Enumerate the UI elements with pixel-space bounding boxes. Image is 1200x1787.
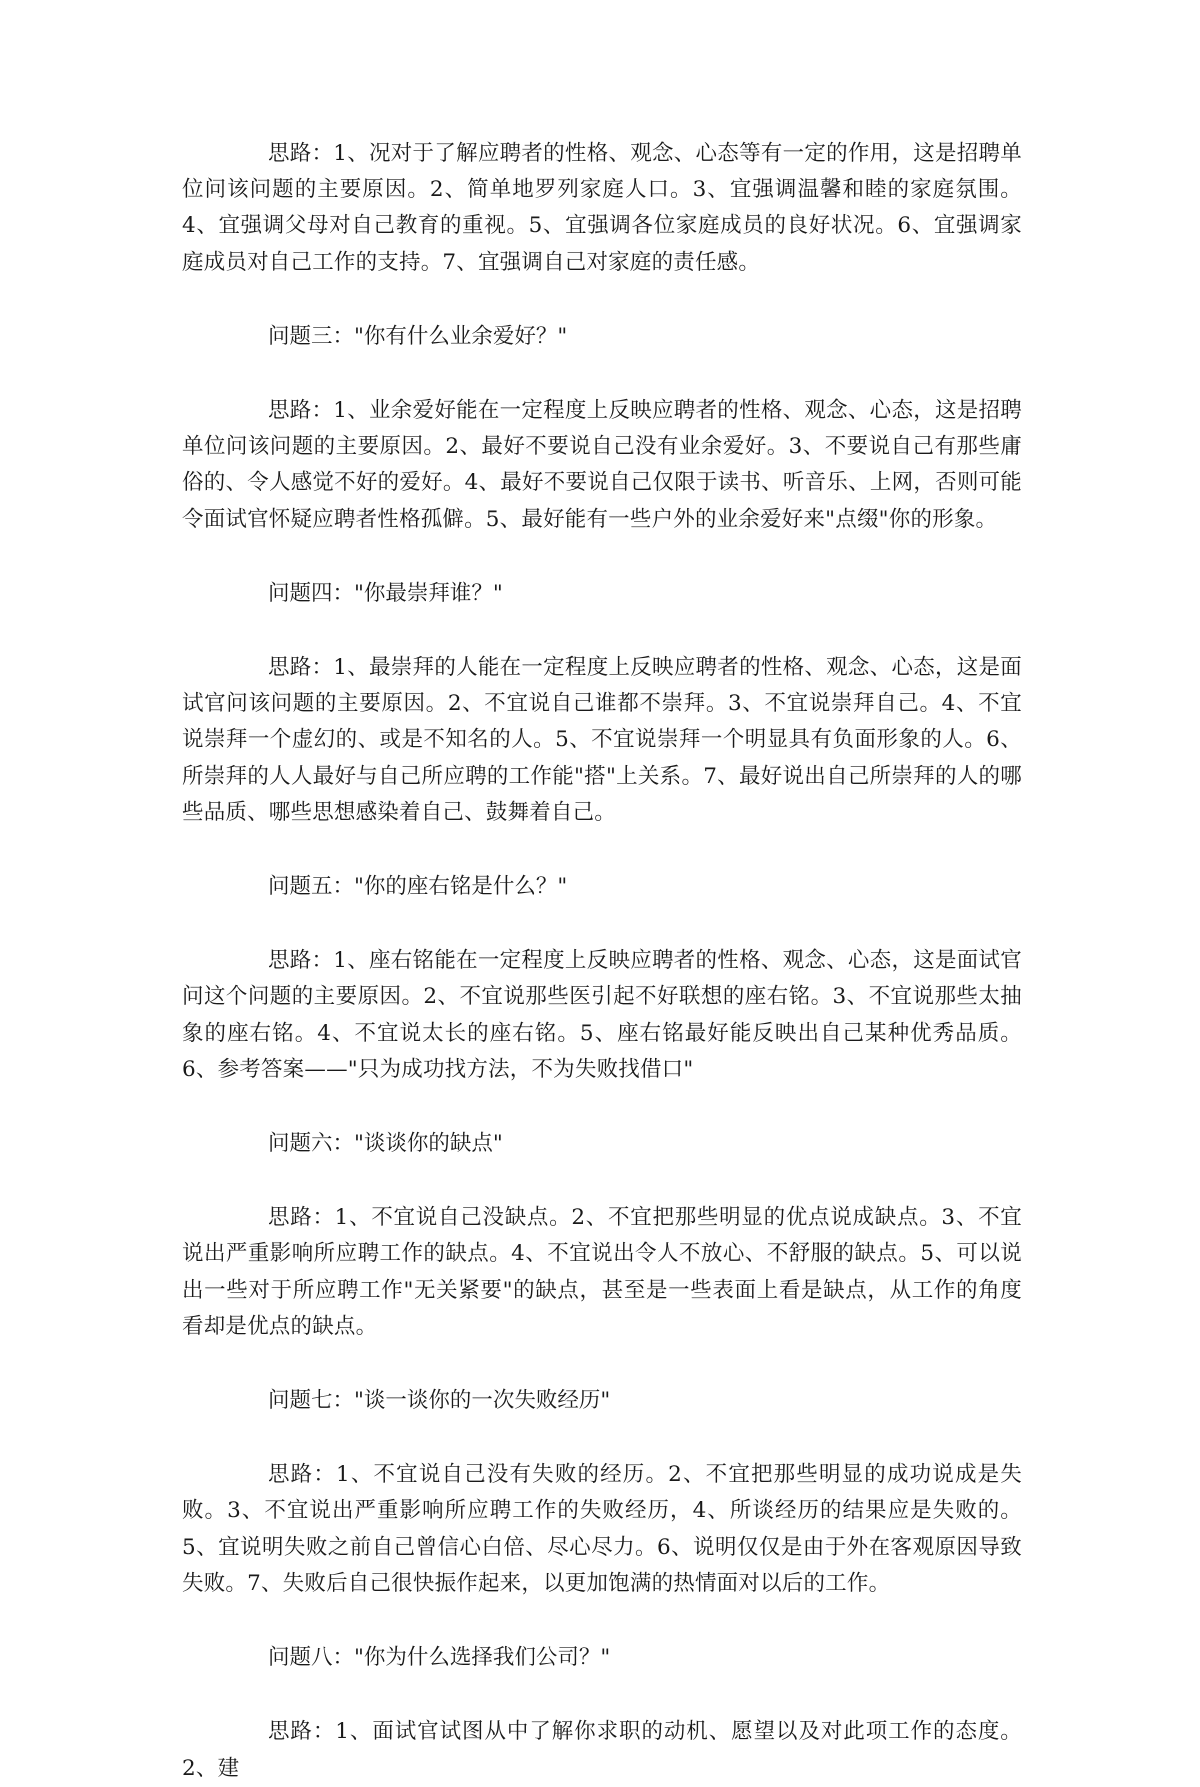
question-6-heading: 问题六："谈谈你的缺点" xyxy=(268,1131,503,1157)
question-5-heading: 问题五："你的座右铭是什么？" xyxy=(268,874,568,900)
question-8-heading: 问题八："你为什么选择我们公司？" xyxy=(268,1645,611,1671)
answer-paragraph-6: 思路：1、不宜说自己没缺点。2、不宜把那些明显的优点说成缺点。3、不宜说出严重影响所应聘工作的缺点。4、不宜说出令人不放心、不舒服的缺点。5、可以说出一些对于所应聘工作"无关紧要"的缺点，甚至是一些表面上看是缺点，从工作的角度看却是优点的缺点。 xyxy=(182,1205,1022,1339)
answer-paragraph-1: 思路：1、况对于了解应聘者的性格、观念、心态等有一定的作用，这是招聘单位问该问题的主要原因。2、简单地罗列家庭人口。3、宜强调温馨和睦的家庭氛围。4、宜强调父母对自己教育的重视。5、宜强调各位家庭成员的良好状况。6、宜强调家庭成员对自己工作的支持。7、宜强调自己对家庭的责任感。 xyxy=(182,141,1022,275)
question-4-heading: 问题四："你最崇拜谁？" xyxy=(268,580,503,606)
answer-paragraph-8: 思路：1、面试官试图从中了解你求职的动机、愿望以及对此项工作的态度。2、建 xyxy=(182,1719,1022,1781)
answer-paragraph-4: 思路：1、最崇拜的人能在一定程度上反映应聘者的性格、观念、心态，这是面试官问该问题的主要原因。2、不宜说自己谁都不崇拜。3、不宜说崇拜自己。4、不宜说崇拜一个虚幻的、或是不知名的人。5、不宜说崇拜一个明显具有负面形象的人。6、所崇拜的人人最好与自己所应聘的工作能"搭"上关系。7、最好说出自己所崇拜的人的哪些品质、哪些思想感染着自己、鼓舞着自己。 xyxy=(182,655,1022,825)
answer-paragraph-7: 思路：1、不宜说自己没有失败的经历。2、不宜把那些明显的成功说成是失败。3、不宜说出严重影响所应聘工作的失败经历，4、所谈经历的结果应是失败的。5、宜说明失败之前自己曾信心白倍、尽心尽力。6、说明仅仅是由于外在客观原因导致失败。7、失败后自己很快振作起来，以更加饱满的热情面对以后的工作。 xyxy=(182,1462,1022,1596)
question-7-heading: 问题七："谈一谈你的一次失败经历" xyxy=(268,1388,611,1414)
answer-paragraph-3: 思路：1、业余爱好能在一定程度上反映应聘者的性格、观念、心态，这是招聘单位问该问题的主要原因。2、最好不要说自己没有业余爱好。3、不要说自己有那些庸俗的、令人感觉不好的爱好。4、最好不要说自己仅限于读书、听音乐、上网，否则可能令面试官怀疑应聘者性格孤僻。5、最好能有一些户外的业余爱好来"点缀"你的形象。 xyxy=(182,398,1022,532)
answer-paragraph-5: 思路：1、座右铭能在一定程度上反映应聘者的性格、观念、心态，这是面试官问这个问题的主要原因。2、不宜说那些医引起不好联想的座右铭。3、不宜说那些太抽象的座右铭。4、不宜说太长的座右铭。5、座右铭最好能反映出自己某种优秀品质。6、参考答案——"只为成功找方法，不为失败找借口" xyxy=(182,948,1022,1082)
document-page xyxy=(182,136,1022,1787)
question-3-heading: 问题三："你有什么业余爱好？" xyxy=(268,323,568,349)
